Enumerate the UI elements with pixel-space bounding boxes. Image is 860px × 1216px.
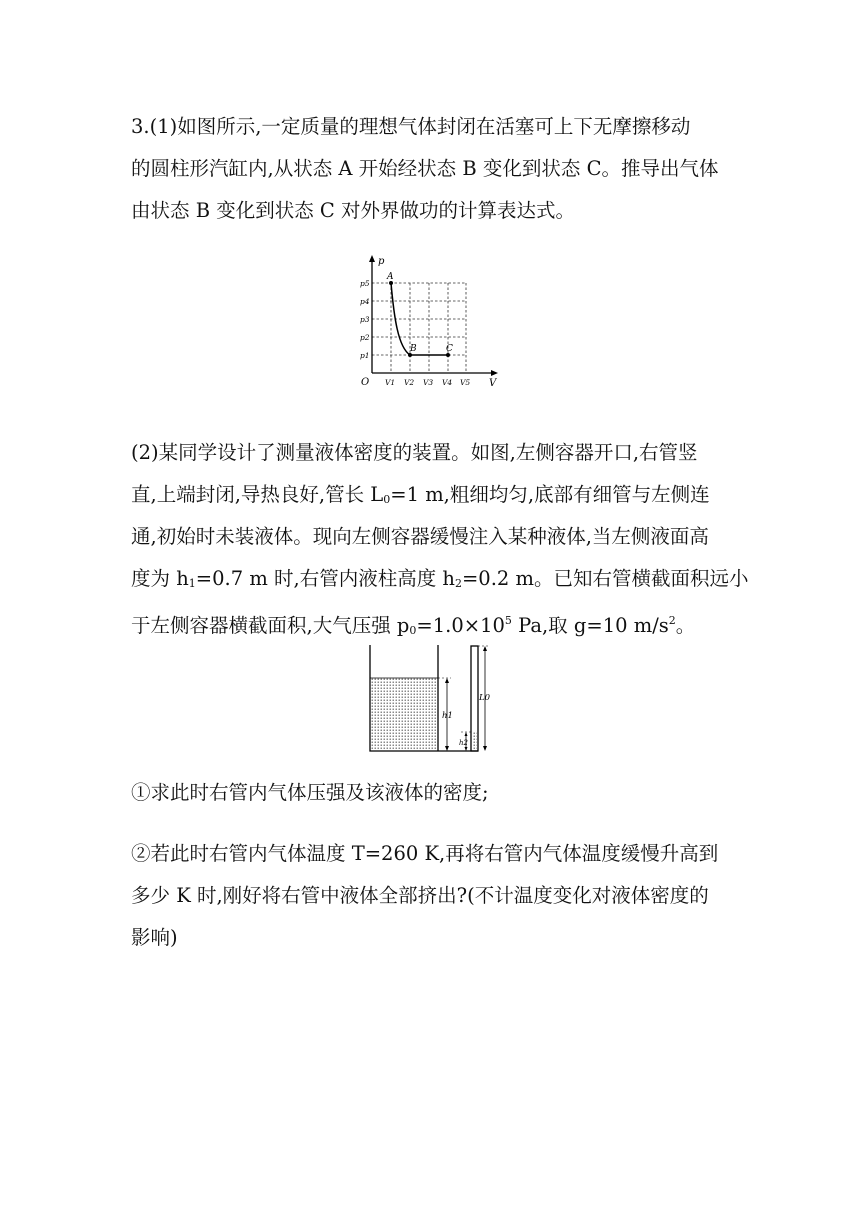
question-part-2 <box>131 432 749 642</box>
v-tick-v4: V4 <box>442 378 453 387</box>
p-tick-p2: p2 <box>360 333 370 342</box>
l0-label: L0 <box>479 693 491 703</box>
p-tick-p3: p3 <box>360 315 370 324</box>
question-3-intro <box>131 106 731 232</box>
v-axis-arrow <box>491 370 498 376</box>
v-tick-labels <box>385 378 470 387</box>
point-b-label: B <box>410 344 417 354</box>
p-axis-arrow <box>369 255 375 262</box>
item2-line-2: 多少 K 时,刚好将右管中液体全部挤出?(不计温度变化对液体密度的 <box>131 884 709 907</box>
sub-question-1 <box>131 772 731 814</box>
container-figure <box>365 642 497 758</box>
point-c-label: C <box>446 344 453 354</box>
sub-question-2 <box>131 833 731 959</box>
point-a-label: A <box>387 272 394 282</box>
item2-line-3: 影响) <box>131 926 178 949</box>
p-tick-p5: p5 <box>360 279 370 288</box>
v-tick-v1: V1 <box>385 378 396 387</box>
part2-line-5: 于左侧容器横截面积,大气压强 $p_0=1.0\times 10^5$ Pa,取 g=10 $m/s^2$。 <box>131 614 696 637</box>
part2-line-4: 度为 $h_1=0.7$ m 时,右管内液柱高度 $h_2=0.2$ m。已知右管横截面积远小 <box>131 567 749 590</box>
p-axis-label: p <box>378 256 385 267</box>
intro-line-1: 3.(1)如图所示,一定质量的理想气体封闭在活塞可上下无摩擦移动 <box>131 115 691 138</box>
origin-label: O <box>361 377 370 388</box>
v-axis-label: V <box>489 378 497 389</box>
container-liquid <box>371 678 438 750</box>
p-tick-labels <box>360 279 370 360</box>
part2-line-3: 通,初始时未装液体。现向左侧容器缓慢注入某种液体,当左侧液面高 <box>131 525 709 548</box>
part2-line-2: 直,上端封闭,导热良好,管长 $L_0=1$ m,粗细均匀,底部有细管与左侧连 <box>131 483 710 506</box>
v-tick-v5: V5 <box>460 378 471 387</box>
v-tick-v3: V3 <box>423 378 434 387</box>
item1-line: ①求此时右管内气体压强及该液体的密度; <box>131 781 489 804</box>
pv-graph <box>358 252 504 390</box>
tube-liquid <box>472 732 477 750</box>
v-tick-v2: V2 <box>404 378 415 387</box>
p-tick-p4: p4 <box>360 297 370 306</box>
part2-line-1: (2)某同学设计了测量液体密度的装置。如图,左侧容器开口,右管竖 <box>131 441 698 464</box>
p-tick-p1: p1 <box>360 351 370 360</box>
pv-grid <box>372 283 466 373</box>
h1-label: h1 <box>442 711 453 721</box>
intro-line-2: 的圆柱形汽缸内,从状态 A 开始经状态 B 变化到状态 C。推导出气体 <box>131 157 719 180</box>
h2-label: h2 <box>459 739 468 747</box>
item2-line-1: ②若此时右管内气体温度 T=260 K,再将右管内气体温度缓慢升高到 <box>131 842 719 865</box>
intro-line-3: 由状态 B 变化到状态 C 对外界做功的计算表达式。 <box>131 199 576 222</box>
